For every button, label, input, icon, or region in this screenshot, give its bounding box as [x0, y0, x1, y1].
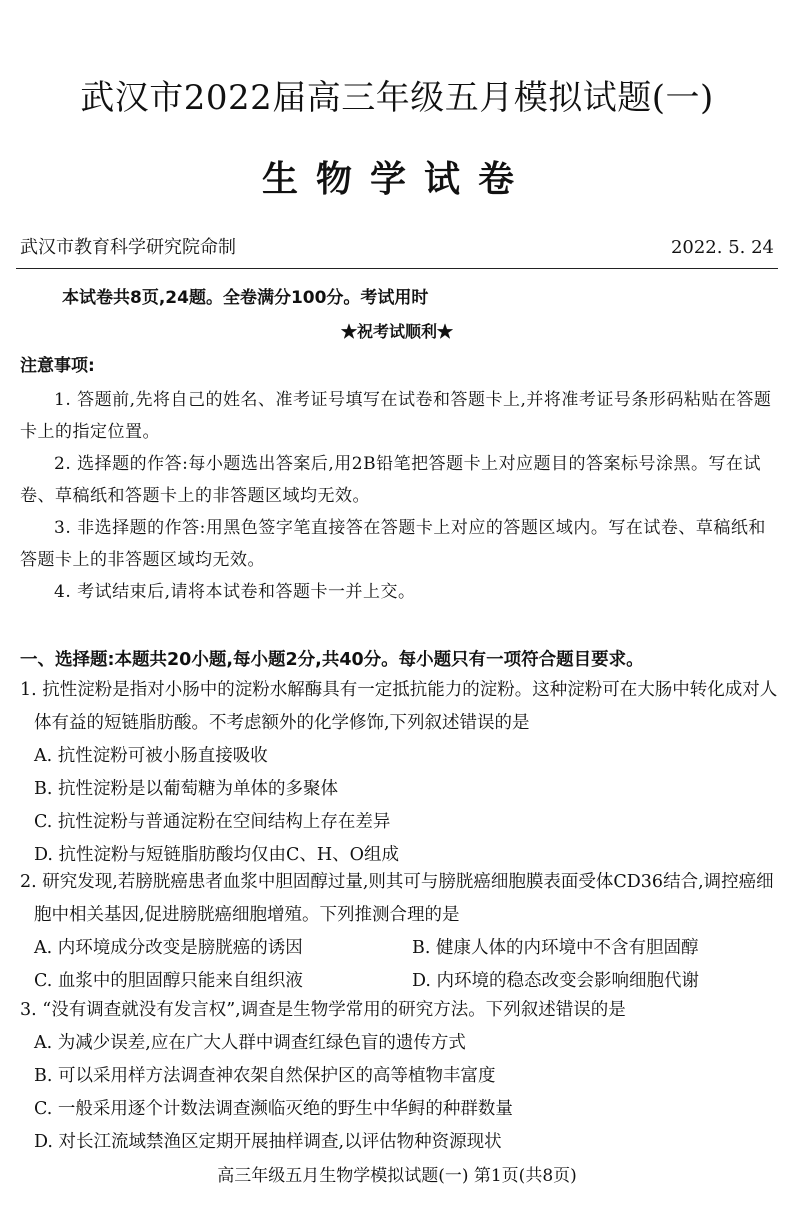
question-3: [20, 994, 790, 1159]
intro-text: 本试卷共8页,24题。全卷满分100分。考试用时: [62, 288, 429, 308]
note-item: 2. 选择题的作答:每小题选出答案后,用2B铅笔把答题卡上对应题目的答案标号涂黑。写在试卷、草稿纸和答题卡上的非答题区域均无效。: [20, 454, 762, 506]
option-c: C. 一般采用逐个计数法调查濒临灭绝的野生中华鲟的种群数量: [34, 1099, 513, 1119]
question-1: [20, 674, 790, 872]
header-divider: [16, 268, 778, 269]
option-b: B. 抗性淀粉是以葡萄糖为单体的多聚体: [34, 779, 338, 799]
page-footer: 高三年级五月生物学模拟试题(一) 第1页(共8页): [217, 1166, 577, 1186]
notes-title: 注意事项:: [20, 356, 95, 376]
exam-date: 2022. 5. 24: [670, 237, 774, 258]
exam-title: 武汉市2022届高三年级五月模拟试题(一): [80, 78, 714, 118]
option-d: D. 内环境的稳态改变会影响细胞代谢: [412, 971, 700, 991]
option-d: D. 抗性淀粉与短链脂肪酸均仅由C、H、O组成: [34, 845, 400, 865]
note-item: 4. 考试结束后,请将本试卷和答题卡一并上交。: [54, 582, 416, 602]
option-a: A. 为减少误差,应在广大人群中调查红绿色盲的遗传方式: [34, 1033, 466, 1053]
question-stem: 3. “没有调查就没有发言权”,调查是生物学常用的研究方法。下列叙述错误的是: [20, 1000, 626, 1020]
notes-list: [20, 384, 780, 608]
option-b: B. 健康人体的内环境中不含有胆固醇: [412, 938, 699, 958]
subject-title: 生物学试卷: [261, 159, 532, 200]
option-c: C. 血浆中的胆固醇只能来自组织液: [34, 971, 303, 991]
question-stem: 2. 研究发现,若膀胱癌患者血浆中胆固醇过量,则其可与膀胱癌细胞膜表面受体CD36结合,调控癌细胞中相关基因,促进膀胱癌细胞增殖。下列推测合理的是: [20, 872, 774, 925]
note-item: 3. 非选择题的作答:用黑色签字笔直接答在答题卡上对应的答题区域内。写在试卷、草稿纸和答题卡上的非答题区域均无效。: [20, 518, 766, 570]
option-d: D. 对长江流域禁渔区定期开展抽样调查,以评估物种资源现状: [34, 1132, 502, 1152]
option-b: B. 可以采用样方法调查神农架自然保护区的高等植物丰富度: [34, 1066, 496, 1086]
option-a: A. 内环境成分改变是膀胱癌的诱因: [34, 938, 303, 958]
blessing-text: ★祝考试顺利★: [340, 322, 453, 341]
option-a: A. 抗性淀粉可被小肠直接吸收: [34, 746, 268, 766]
option-c: C. 抗性淀粉与普通淀粉在空间结构上存在差异: [34, 812, 391, 832]
section-heading: 一、选择题:本题共20小题,每小题2分,共40分。每小题只有一项符合题目要求。: [20, 650, 644, 670]
note-item: 1. 答题前,先将自己的姓名、准考证号填写在试卷和答题卡上,并将准考证号条形码粘贴在答题卡上的指定位置。: [20, 390, 772, 442]
option-row: [20, 932, 790, 965]
question-2: [20, 866, 790, 998]
issuer-text: 武汉市教育科学研究院命制: [20, 237, 236, 258]
question-stem: 1. 抗性淀粉是指对小肠中的淀粉水解酶具有一定抵抗能力的淀粉。这种淀粉可在大肠中转化成对人体有益的短链脂肪酸。不考虑额外的化学修饰,下列叙述错误的是: [20, 680, 778, 733]
